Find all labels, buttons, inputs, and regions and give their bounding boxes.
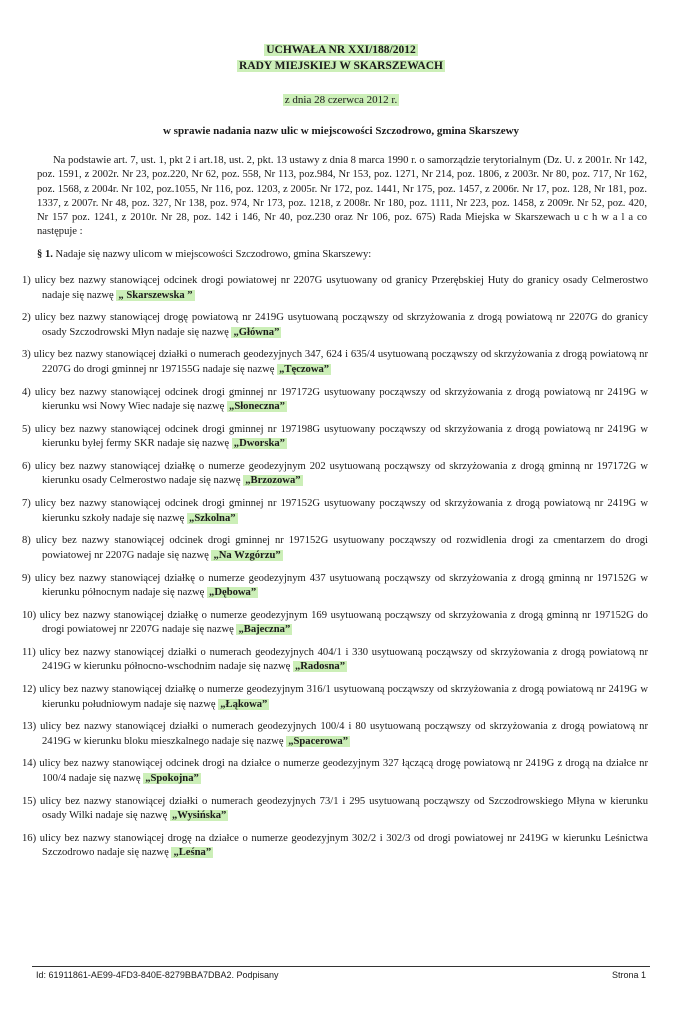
item-text: ulicy bez nazwy stanowiącej odcinek drogi gminnej nr 197198G usytuowany począwszy od skrzyżowania z drogą powiatową nr 2419G w kierunku byłej fermy SKR nadaje się nazwę (34, 423, 648, 450)
item-text: ulicy bez nazwy stanowiącej drogę powiatową nr 2419G usytuowaną począwszy od skrzyżowania z drogą powiatową nr 2207G do granicy osady Szczodrowski Młyn nadaje się nazwę (34, 312, 648, 338)
street-name: „Główna” (233, 326, 280, 338)
item-text: ulicy bez nazwy stanowiącej działkę o numerze geodezyjnym 202 usytuowaną począwszy od skrzyżowania z drogą gminną nr 197172G w kierunku osady Celmerostwo nadaje się nazwę (34, 460, 648, 487)
street-name: „Na Wzgórzu” (213, 549, 281, 561)
item-text: ulicy bez nazwy stanowiącej działki o numerach geodezyjnych 404/1 i 330 usytuowaną począwszy od skrzyżowania z drogą powiatową nr 2419G w kierunku północno-wschodnim nadaje się nazwę (39, 646, 648, 673)
list-item (22, 609, 648, 638)
street-name: „Wysińska” (171, 810, 227, 822)
list-item (22, 534, 648, 563)
street-name: „Łąkowa” (220, 698, 268, 710)
item-number: 15) (22, 795, 37, 807)
resolution-subject: w sprawie nadania nazw ulic w miejscowości Szczodrowo, gmina Skarszewy (162, 125, 520, 137)
resolution-date: z dnia 28 czerwca 2012 r. (284, 94, 398, 106)
item-number: 13) (22, 721, 37, 733)
item-text: ulicy bez nazwy stanowiącej odcinek drogi na działce o numerze geodezyjnym 327 łączącą drogę powiatową nr 2419G z drogą na działce nr 100/4 nadaje się nazwę (39, 758, 648, 784)
item-text: ulicy bez nazwy stanowiącej działki o numerach geodezyjnych 73/1 i 295 usytuowaną począwszy od Szczodrowskiego Młyna w kierunku osady Wilki nadaje się nazwę (40, 795, 648, 822)
section-mark: § 1. (37, 249, 53, 260)
item-number: 9) (22, 572, 31, 584)
list-item (22, 423, 648, 452)
item-number: 10) (22, 609, 37, 621)
street-name: „Spokojna” (145, 772, 199, 784)
street-name: „Dębowa” (209, 587, 257, 598)
item-text: ulicy bez nazwy stanowiącej działki o numerach geodezyjnych 347, 624 i 635/4 usytuowaną począwszy od skrzyżowania z drogą powiatową nr 2207G do drogi gminnej nr 197155G nadaje się nazwę (33, 349, 648, 375)
list-item (22, 795, 648, 824)
item-number: 6) (22, 460, 31, 472)
resolution-number: UCHWAŁA NR XXI/188/2012 (266, 44, 416, 56)
street-name: „ Skarszewska ” (118, 289, 193, 301)
section-text: Nadaje się nazwy ulicom w miejscowości Szczodrowo, gmina Skarszewy: (55, 249, 372, 260)
council-name: RADY MIEJSKIEJ W SKARSZEWACH (239, 60, 443, 72)
list-item (22, 348, 648, 377)
document-id: Id: 61911861-AE99-4FD3-840E-8279BBA7DBA2. Podpisany (36, 970, 279, 980)
list-item (22, 572, 648, 601)
list-item (22, 683, 648, 712)
street-name: „Radosna” (294, 661, 346, 673)
item-text: ulicy bez nazwy stanowiącej działkę o numerze geodezyjnym 437 usytuowaną począwszy od skrzyżowania z drogą gminną nr 197152G w kierunku północnym nadaje się nazwę (34, 572, 648, 598)
legal-basis-paragraph: Na podstawie art. 7, ust. 1, pkt 2 i art.18, ust. 2, pkt. 13 ustawy z dnia 8 marca 1990 r. o samorządzie terytorialnym (Dz. U. z 2001r. Nr 142, poz. 1591, z 2002r. Nr 23, poz.220, Nr 62, poz. 558, Nr 113, poz.984, Nr 153, poz. 1271, Nr 214, poz. 1806, z 2003r. Nr 80, poz. 717, Nr 162, poz. 1568, z 2004r. Nr 102, poz.1055, Nr 116, poz. 1203, z 2005r. Nr 172, poz. 1441, Nr 175, poz. 1457, z 2006r. Nr 17, poz. 128, Nr 181, poz. 1337, z 2007r. Nr 48, poz. 327, Nr 138, poz. 974, Nr 173, poz. 1218, z 2008r. Nr 180, poz. 1111, Nr 223, poz. 1458, z 2009r. Nr 52, poz. 420, Nr 157 poz. 1241, z 2010r. Nr 28, poz. 142 i 146, Nr 40, poz.230 oraz Nr 106, poz. 675) Rada Miejska w Skarszewach u c h w a l a co następuje : (37, 155, 647, 238)
street-name: „Leśna” (173, 847, 212, 859)
item-number: 11) (22, 646, 36, 658)
list-item (22, 311, 648, 340)
street-list (22, 274, 648, 869)
street-name: „Bajeczna” (238, 624, 291, 636)
item-number: 8) (22, 535, 31, 547)
item-number: 3) (22, 349, 31, 361)
list-item (22, 720, 648, 749)
item-number: 12) (22, 684, 37, 696)
item-text: ulicy bez nazwy stanowiącej odcinek drogi powiatowej nr 2207G usytuowany od granicy Przerębskiej Huty do granicy osady Celmerostwo nadaje się nazwę (34, 275, 648, 301)
list-item (22, 386, 648, 415)
footer-divider (32, 966, 650, 967)
list-item (22, 757, 648, 786)
page-number: Strona 1 (611, 970, 646, 980)
item-text: ulicy bez nazwy stanowiącej działkę o numerze geodezyjnym 316/1 usytuowaną począwszy od skrzyżowania z drogą powiatową nr 2419G w kierunku południowym nadaje się nazwę (39, 684, 648, 710)
item-number: 4) (22, 386, 31, 398)
street-name: „Słoneczna” (229, 401, 285, 413)
list-item (22, 460, 648, 489)
list-item (22, 497, 648, 526)
item-text: ulicy bez nazwy stanowiącej działki o numerach geodezyjnych 100/4 i 80 usytuowaną począwszy od skrzyżowania z drogą powiatową nr 2419G w kierunku bloku mieszkalnego nadaje się nazwę (40, 721, 648, 747)
item-text: ulicy bez nazwy stanowiącej odcinek drogi gminnej nr 197152G usytuowany począwszy od rozwidlenia drogi za cmentarzem do drogi powiatowej nr 2207G nadaje się nazwę (35, 535, 648, 561)
street-name: „Brzozowa” (245, 475, 301, 487)
street-name: „Spacerowa” (288, 735, 349, 747)
list-item (22, 646, 648, 675)
item-number: 5) (22, 423, 31, 435)
item-text: ulicy bez nazwy stanowiącej odcinek drogi gminnej nr 197172G usytuowany począwszy od skrzyżowania z drogą powiatową nr 2419G w kierunku wsi Nowy Wiec nadaje się nazwę (34, 386, 648, 413)
list-item (22, 832, 648, 861)
item-text: ulicy bez nazwy stanowiącej drogę na działce o numerze geodezyjnym 302/2 i 302/3 od drogi powiatowej nr 2419G w kierunku Leśnictwa Szczodrowo nadaje się nazwę (39, 832, 648, 859)
item-number: 2) (22, 312, 31, 324)
item-number: 14) (22, 758, 37, 770)
item-text: ulicy bez nazwy stanowiącej działkę o numerze geodezyjnym 169 usytuowaną począwszy od skrzyżowania z drogą gminną nr 197152G do drogi powiatowej nr 2207G nadaje się nazwę (39, 609, 648, 636)
item-number: 1) (22, 275, 31, 286)
list-item (22, 274, 648, 303)
section-1 (37, 249, 647, 260)
street-name: „Dworska” (233, 438, 285, 450)
street-name: „Tęczowa” (279, 363, 330, 375)
street-name: „Szkolna” (189, 512, 236, 524)
item-text: ulicy bez nazwy stanowiącej odcinek drogi gminnej nr 197152G usytuowany począwszy od skrzyżowania z drogą powiatową nr 2419G w kierunku szkoły nadaje się nazwę (34, 498, 648, 524)
item-number: 7) (22, 498, 31, 510)
item-number: 16) (22, 832, 37, 844)
